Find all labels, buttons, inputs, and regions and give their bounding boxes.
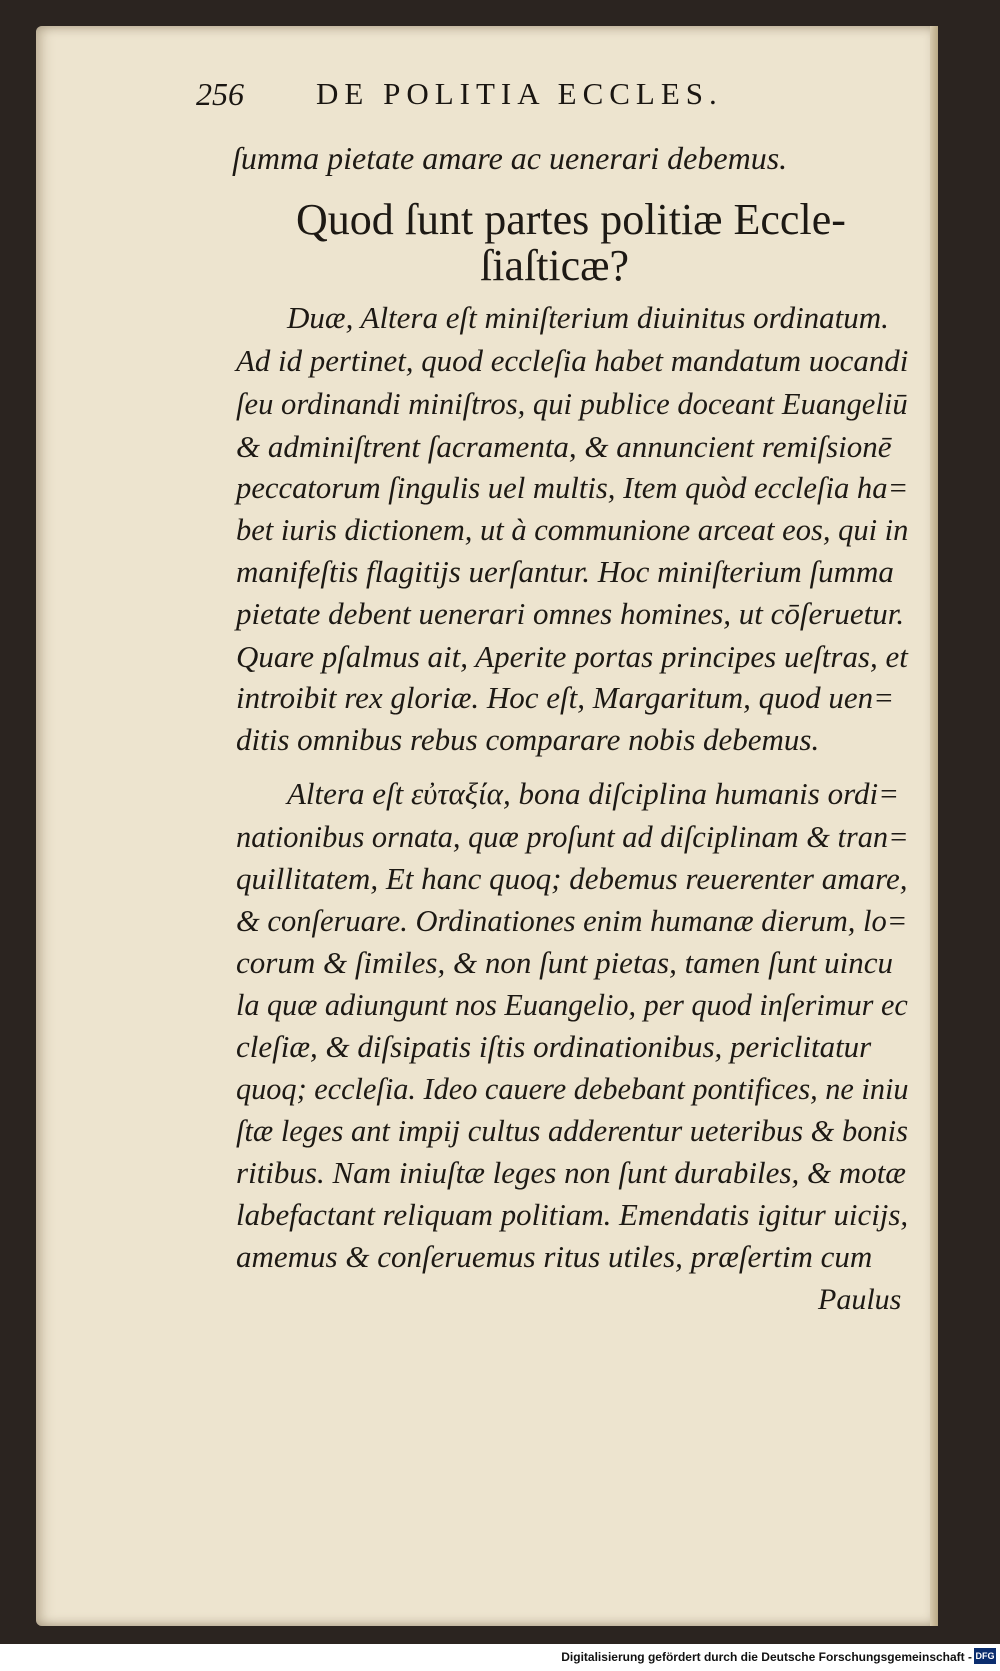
running-head-title: DE POLITIA ECCLES. — [316, 76, 723, 111]
paragraph-line: peccatorum ſingulis uel multis, Item quòd eccleſia ha= — [236, 470, 909, 505]
paragraph-line: amemus & conſeruemus ritus utiles, præſertim cum — [236, 1239, 873, 1274]
page-edge — [930, 26, 938, 1626]
paragraph-line: ditis omnibus rebus comparare nobis debemus. — [236, 722, 820, 757]
paragraph-line: Altera eſt εὐταξία, bona diſciplina humanis ordi= — [287, 776, 900, 811]
paragraph-line: bet iuris dictionem, ut à communione arceat eos, qui in — [236, 512, 909, 547]
paragraph-line: corum & ſimiles, & non ſunt pietas, tamen ſunt uincu — [236, 945, 893, 980]
running-head — [196, 76, 808, 124]
first-line: ſumma pietate amare ac uenerari debemus. — [232, 140, 788, 176]
question-heading-line: Quod ſunt partes politiæ Eccle- — [296, 195, 846, 244]
paragraph-line: cleſiæ, & diſsipatis iſtis ordinationibus, periclitatur — [236, 1029, 872, 1064]
paragraph-line: introibit rex gloriæ. Hoc eſt, Margaritum, quod uen= — [236, 680, 895, 715]
paragraph-line: pietate debent uenerari omnes homines, ut cōſeruetur. — [236, 596, 905, 631]
paragraph-line: ritibus. Nam iniuſtæ leges non ſunt durabiles, & motæ — [236, 1155, 906, 1190]
paragraph-line: & conſeruare. Ordinationes enim humanæ dierum, lo= — [236, 903, 908, 938]
paragraph-line: Ad id pertinet, quod eccleſia habet mandatum uocandi — [236, 343, 909, 378]
paragraph-line: ſeu ordinandi miniſtros, qui publice doceant Euangeliū — [236, 386, 908, 421]
footer-bar — [0, 1644, 1000, 1671]
paragraph-line: labefactant reliquam politiam. Emendatis igitur uicijs, — [236, 1197, 909, 1232]
paragraph-line: ſtæ leges ant impij cultus adderentur ueteribus & bonis — [236, 1113, 908, 1148]
paragraph-line: nationibus ornata, quæ proſunt ad diſciplinam & tran= — [236, 819, 909, 854]
paragraph-line: Quare pſalmus ait, Aperite portas principes ueſtras, et — [236, 639, 908, 674]
question-heading-line: ſiaſticæ? — [480, 241, 630, 290]
paragraph-line: Duæ, Altera eſt miniſterium diuinitus ordinatum. — [287, 300, 889, 335]
digitization-credit: Digitalisierung gefördert durch die Deutsche Forschungsgemeinschaft - — [561, 1650, 972, 1664]
paragraph-line: quoq; eccleſia. Ideo cauere debebant pontifices, ne iniu — [236, 1071, 909, 1106]
dfg-logo-icon: DFG — [974, 1648, 996, 1664]
paragraph-line: & adminiſtrent ſacramenta, & annuncient remiſsionē — [236, 429, 892, 464]
paragraph-line: quillitatem, Et hanc quoq; debemus reuerenter amare, — [236, 861, 908, 896]
paragraph-line: la quæ adiungunt nos Euangelio, per quod inſerimur ec — [236, 987, 908, 1022]
catchword: Paulus — [818, 1283, 902, 1316]
page-number: 256 — [196, 76, 244, 112]
paragraph-line: manifeſtis flagitijs uerſantur. Hoc miniſterium ſumma — [236, 554, 894, 589]
